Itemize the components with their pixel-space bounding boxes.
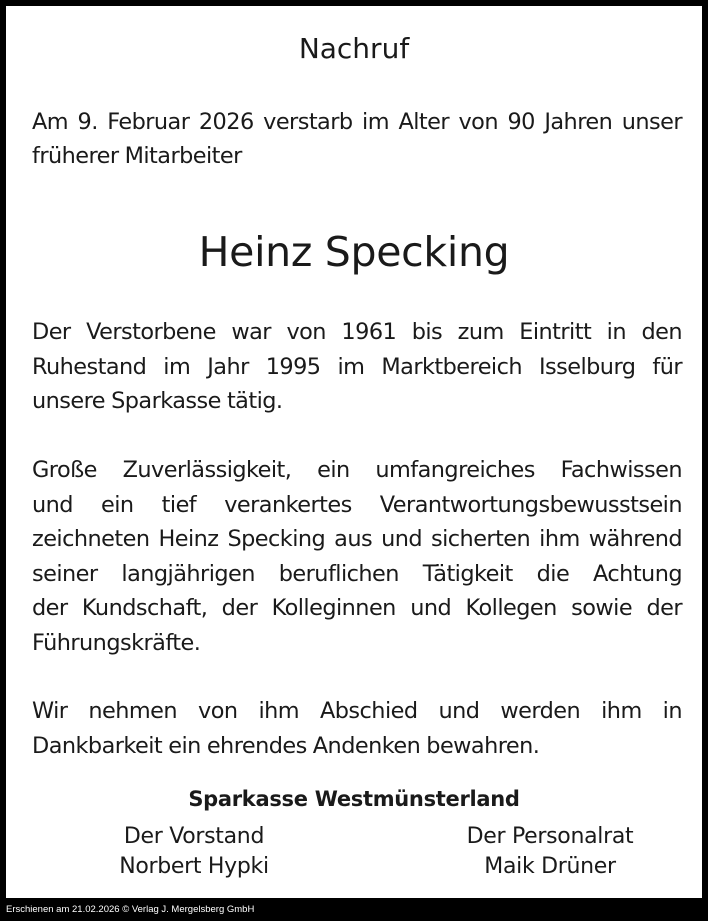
paragraph-line: unsere Sparkasse tätig. [32,388,283,414]
signatory-role: Der Personalrat [466,824,634,849]
paragraph-tribute [32,453,682,660]
deceased-name: Heinz Specking [198,228,510,276]
paragraph-line: Führungskräfte. [32,629,201,656]
intro-text [32,105,682,173]
paragraph-line: und ein tief verankertes Verantwortungsbewusstsein [32,491,682,518]
paragraph-line: seiner langjährigen beruflichen Tätigkeit die Achtung [32,560,682,587]
signatory-staff-council [400,822,700,882]
signatory-role: Der Vorstand [123,824,265,849]
paragraph-line: Große Zuverlässigkeit, ein umfangreiches Fachwissen [32,457,682,483]
paragraph-line: Ruhestand im Jahr 1995 im Marktbereich Isselburg für [32,353,682,380]
signatory-board [44,822,344,882]
signatory-name: Maik Drüner [484,854,616,879]
signatory-name: Norbert Hypki [119,854,269,879]
paragraph-career [32,315,682,419]
intro-line: früherer Mitarbeiter [32,143,242,169]
organization-name: Sparkasse Westmünsterland [188,787,520,811]
intro-line: Am 9. Februar 2026 verstarb im Alter von 90 Jahren unser [32,109,682,135]
publication-footer: Erschienen am 21.02.2026 © Verlag J. Mergelsberg GmbH [6,904,255,915]
obituary-notice [6,6,702,898]
paragraph-line: Der Verstorbene war von 1961 bis zum Eintritt in den [32,319,682,345]
paragraph-farewell [32,694,682,763]
paragraph-line: Wir nehmen von ihm Abschied und werden ihm in [32,698,682,724]
notice-heading: Nachruf [298,32,410,65]
paragraph-line: der Kundschaft, der Kolleginnen und Kollegen sowie der [32,595,682,621]
paragraph-line: zeichneten Heinz Specking aus und sicherten ihm während [32,526,682,552]
paragraph-line: Dankbarkeit ein ehrendes Andenken bewahren. [32,732,540,759]
